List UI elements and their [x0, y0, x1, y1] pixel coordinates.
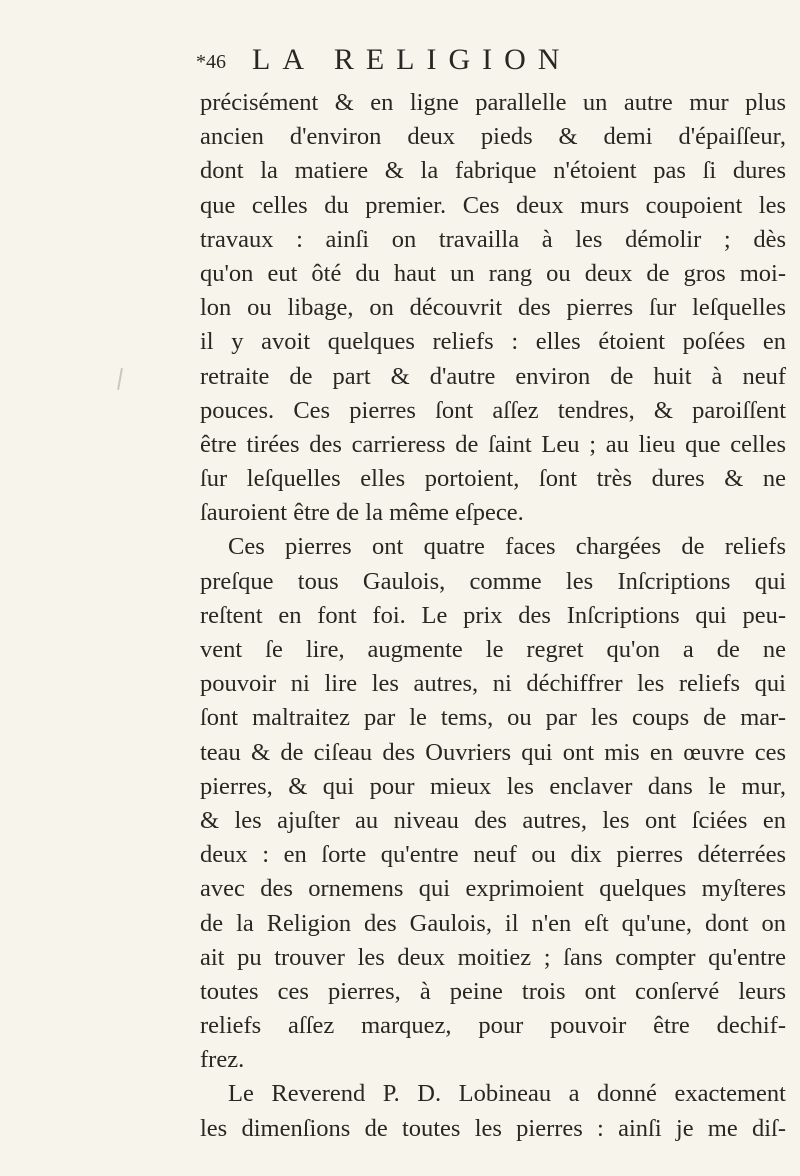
page-number: *46 [196, 51, 226, 73]
text-line: frez. [200, 1046, 245, 1074]
text-line: Ces pierres ont quatre faces chargées de reliefs [228, 533, 786, 561]
text-line: preſque tous Gaulois, comme les Inſcriptions qui [200, 567, 786, 595]
text-line: de la Religion des Gaulois, il n'en eſt qu'une, dont on [200, 909, 786, 937]
text-line: teau & de ciſeau des Ouvriers qui ont mis en œuvre ces [200, 738, 786, 766]
text-line: ancien d'environ deux pieds & demi d'épaiſſeur, [200, 123, 786, 151]
page-header [196, 40, 616, 80]
text-line: que celles du premier. Ces deux murs coupoient les [200, 191, 786, 219]
body-text [200, 86, 786, 1146]
text-line: travaux : ainſi on travailla à les démolir ; dès [200, 225, 786, 253]
text-line: ſur leſquelles elles portoient, ſont très dures & ne [200, 465, 786, 493]
text-line: vent ſe lire, augmente le regret qu'on a de ne [200, 636, 786, 663]
text-line: retraite de part & d'autre environ de huit à neuf [200, 362, 786, 390]
text-line: ſauroient être de la même eſpece. [200, 499, 524, 527]
text-line: reſtent en font foi. Le prix des Inſcriptions qui peu- [200, 601, 786, 629]
text-line: & les ajuſter au niveau des autres, les ont ſciées en [200, 806, 786, 834]
text-line: ſont maltraitez par le tems, ou par les coups de mar- [200, 704, 786, 732]
text-line: être tirées des carrieress de ſaint Leu ; au lieu que celles [200, 430, 786, 458]
text-line: reliefs aſſez marquez, pour pouvoir être dechif- [200, 1012, 786, 1040]
text-line: pouces. Ces pierres ſont aſſez tendres, & paroiſſent [200, 396, 786, 424]
text-line: avec des ornemens qui exprimoient quelques myſteres [200, 875, 786, 903]
text-line: il y avoit quelques reliefs : elles étoient poſées en [200, 328, 786, 356]
text-line: pierres, & qui pour mieux les enclaver dans le mur, [200, 772, 786, 800]
text-line: pouvoir ni lire les autres, ni déchiffrer les reliefs qui [200, 670, 786, 698]
text-line: précisément & en ligne parallelle un autre mur plus [200, 89, 786, 116]
text-line: dont la matiere & la fabrique n'étoient pas ſi dures [200, 157, 786, 185]
text-line: ait pu trouver les deux moitiez ; ſans compter qu'entre [200, 943, 786, 971]
text-line: lon ou libage, on découvrit des pierres ſur leſquelles [200, 294, 786, 322]
running-title: LA RELIGION [252, 43, 572, 76]
text-line: toutes ces pierres, à peine trois ont conſervé leurs [200, 977, 786, 1005]
margin-mark [117, 368, 123, 390]
text-line: qu'on eut ôté du haut un rang ou deux de gros moi- [200, 259, 786, 287]
text-line: deux : en ſorte qu'entre neuf ou dix pierres déterrées [200, 841, 786, 869]
text-line: les dimenſions de toutes les pierres : ainſi je me diſ- [200, 1114, 786, 1142]
text-line: Le Reverend P. D. Lobineau a donné exactement [228, 1080, 786, 1108]
